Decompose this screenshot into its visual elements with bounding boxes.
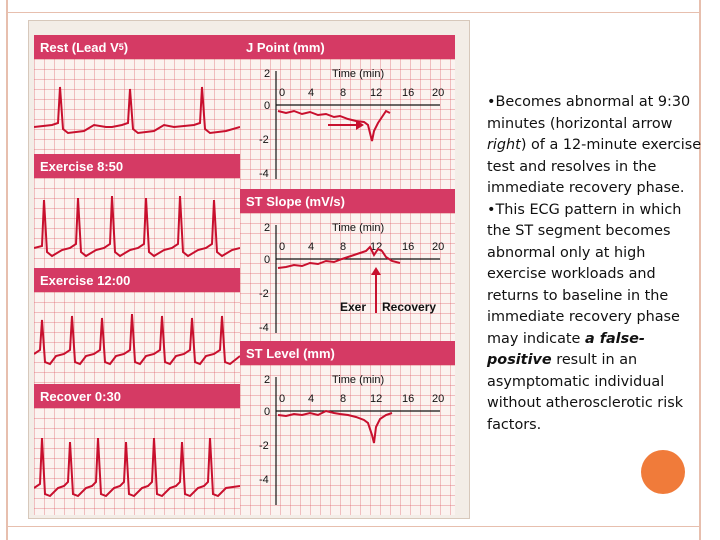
stslope-plot	[240, 213, 455, 341]
jpoint-y-neg4: -4	[259, 168, 269, 180]
rest-label-close: )	[123, 39, 129, 55]
stlevel-time-label: Time (min)	[332, 374, 385, 386]
stslope-chart	[240, 213, 455, 341]
jpoint-y-2: 2	[264, 68, 271, 80]
stlevel-tick-12: 12	[370, 393, 383, 405]
frame-line-top	[6, 12, 701, 13]
rest-band	[34, 35, 240, 59]
stslope-trace	[278, 247, 400, 268]
stslope-y-neg2: -2	[259, 288, 269, 300]
stlevel-tick-16: 16	[402, 393, 415, 405]
jpoint-title: J Point (mm)	[246, 39, 325, 55]
stslope-arrowhead	[371, 267, 381, 275]
stlevel-plot	[240, 365, 455, 515]
bullet-1-post: ) of a 12-minute exercise test and resolves in the immediate recovery phase.	[487, 137, 702, 196]
recover-label: Recover 0:30	[40, 388, 121, 404]
stlevel-tick-8: 8	[340, 393, 347, 405]
jpoint-plot	[240, 59, 455, 189]
stlevel-y-neg2: -2	[259, 440, 269, 452]
bullet-1-italic: right	[487, 137, 521, 153]
stslope-tick-12: 12	[370, 241, 383, 253]
stlevel-y-0: 0	[264, 406, 271, 418]
jpoint-tick-4: 4	[308, 87, 315, 99]
stslope-time-label: Time (min)	[332, 222, 385, 234]
exercise1-band	[34, 154, 240, 178]
rest-label: Rest (Lead V	[40, 39, 119, 55]
stlevel-tick-4: 4	[308, 393, 315, 405]
exercise1-strip	[34, 178, 240, 268]
stslope-tick-16: 16	[402, 241, 415, 253]
jpoint-time-label: Time (min)	[332, 68, 385, 80]
frame-line-left	[6, 0, 8, 540]
jpoint-tick-8: 8	[340, 87, 347, 99]
stslope-y-neg4: -4	[259, 322, 269, 334]
recover-band	[34, 384, 240, 408]
bullet-1-pre: •Becomes abnormal at 9:30 minutes (horizontal arrow	[487, 94, 691, 132]
exercise1-trace	[34, 178, 240, 268]
stslope-y-2: 2	[264, 222, 271, 234]
bullet-2	[487, 200, 707, 437]
rest-strip	[34, 59, 240, 154]
stslope-band	[240, 189, 455, 213]
jpoint-tick-12: 12	[370, 87, 383, 99]
bullet-2-pre: •This ECG pattern in which the ST segment becomes abnormal only at high exercise workloads and returns to baseline in the immediate recovery phase may indicate	[487, 201, 682, 347]
stlevel-y-neg4: -4	[259, 474, 269, 486]
recover-trace	[34, 408, 240, 515]
stlevel-tick-20: 20	[432, 393, 445, 405]
jpoint-band	[240, 35, 455, 59]
exercise2-label: Exercise 12:00	[40, 272, 131, 288]
recovery-label: Recovery	[382, 300, 437, 314]
exercise2-band	[34, 268, 240, 292]
trend-plots	[240, 35, 455, 515]
jpoint-y-0: 0	[264, 100, 271, 112]
stslope-tick-8: 8	[340, 241, 347, 253]
exercise2-trace	[34, 292, 240, 384]
rest-lead-sub: 5	[118, 42, 124, 52]
jpoint-tick-20: 20	[432, 87, 445, 99]
bullet-text	[487, 92, 707, 436]
stlevel-y-2: 2	[264, 374, 271, 386]
stslope-tick-4: 4	[308, 241, 315, 253]
decorative-circle	[641, 450, 685, 494]
stlevel-title: ST Level (mm)	[246, 345, 335, 361]
ecg-strips	[34, 35, 240, 515]
exercise2-strip	[34, 292, 240, 384]
stslope-tick-20: 20	[432, 241, 445, 253]
jpoint-tick-0: 0	[279, 87, 286, 99]
jpoint-tick-16: 16	[402, 87, 415, 99]
frame-line-bottom	[6, 526, 701, 527]
stlevel-tick-0: 0	[279, 393, 286, 405]
bullet-2-post: result in an asymptomatic individual without atherosclerotic risk factors.	[487, 352, 684, 433]
bullet-1	[487, 92, 707, 200]
stlevel-chart	[240, 365, 455, 515]
recover-strip	[34, 408, 240, 515]
bullet-2-emphasis: a false-positive	[487, 330, 645, 368]
exercise1-label: Exercise 8:50	[40, 158, 124, 174]
exer-label: Exer	[340, 300, 367, 314]
rest-trace	[34, 59, 240, 154]
stslope-tick-0: 0	[279, 241, 286, 253]
stlevel-band	[240, 341, 455, 365]
stlevel-trace	[278, 411, 392, 443]
stslope-title: ST Slope (mV/s)	[246, 193, 345, 209]
jpoint-y-neg2: -2	[259, 134, 269, 146]
stslope-y-0: 0	[264, 254, 271, 266]
jpoint-chart	[240, 59, 455, 189]
